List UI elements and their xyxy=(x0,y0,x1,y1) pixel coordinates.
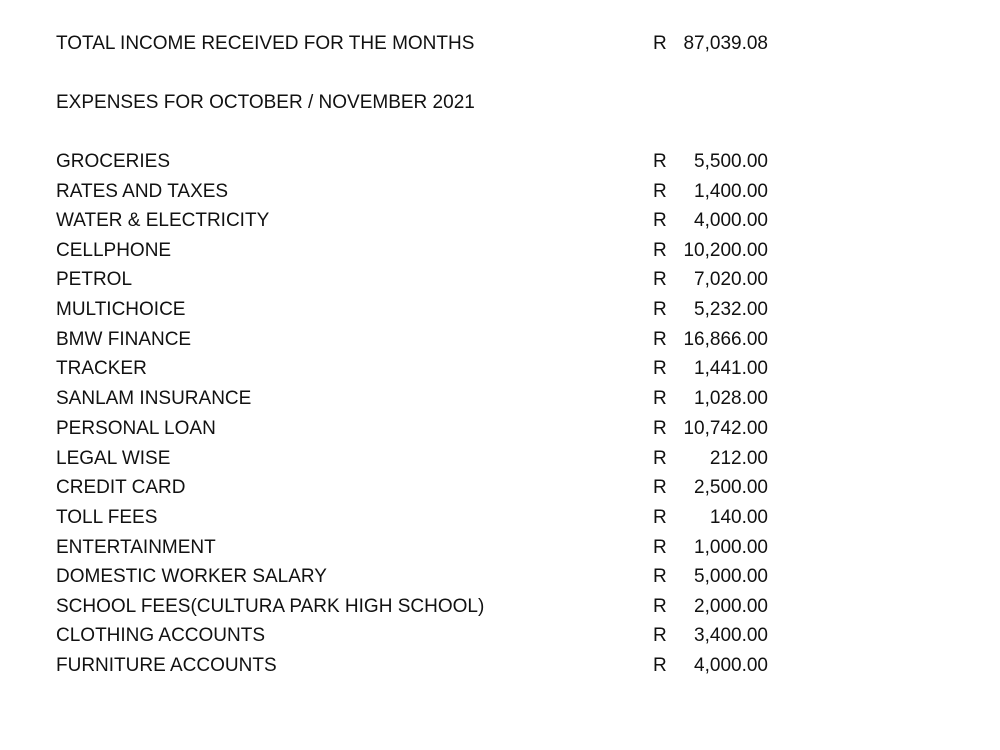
expense-currency: R xyxy=(653,625,667,646)
expense-currency: R xyxy=(653,388,667,409)
expense-amount: 5,500.00 xyxy=(694,151,768,172)
expense-amount: 4,000.00 xyxy=(694,210,768,231)
income-currency: R xyxy=(653,33,667,54)
expense-row xyxy=(56,239,768,263)
expense-label: TRACKER xyxy=(56,358,147,379)
expense-label: CELLPHONE xyxy=(56,240,172,261)
expense-row xyxy=(56,565,768,589)
expense-row xyxy=(56,298,768,322)
expense-label: CLOTHING ACCOUNTS xyxy=(56,625,266,646)
expense-currency: R xyxy=(653,299,667,320)
income-row xyxy=(56,32,768,56)
expense-row xyxy=(56,536,768,560)
expense-label: SCHOOL FEES(CULTURA PARK HIGH SCHOOL) xyxy=(56,596,485,617)
expense-amount: 3,400.00 xyxy=(694,625,768,646)
expenses-heading-row xyxy=(56,91,768,115)
expense-currency: R xyxy=(653,477,667,498)
expense-amount: 1,441.00 xyxy=(694,358,768,379)
expense-row xyxy=(56,268,768,292)
expense-currency: R xyxy=(653,596,667,617)
expense-label: DOMESTIC WORKER SALARY xyxy=(56,566,327,587)
expense-row xyxy=(56,150,768,174)
expense-label: TOLL FEES xyxy=(56,507,158,528)
expense-label: BMW FINANCE xyxy=(56,329,192,350)
expense-currency: R xyxy=(653,358,667,379)
expense-label: FURNITURE ACCOUNTS xyxy=(56,655,277,676)
expense-row xyxy=(56,506,768,530)
expense-amount: 1,400.00 xyxy=(694,181,768,202)
expense-currency: R xyxy=(653,448,667,469)
expense-row xyxy=(56,328,768,352)
expense-currency: R xyxy=(653,181,667,202)
expense-row xyxy=(56,447,768,471)
expense-amount: 16,866.00 xyxy=(683,329,768,350)
expense-currency: R xyxy=(653,240,667,261)
expense-label: ENTERTAINMENT xyxy=(56,537,216,558)
expense-label: PERSONAL LOAN xyxy=(56,418,216,439)
expense-currency: R xyxy=(653,329,667,350)
income-amount: 87,039.08 xyxy=(683,33,768,54)
expense-currency: R xyxy=(653,566,667,587)
expense-amount: 10,742.00 xyxy=(683,418,768,439)
expense-label: RATES AND TAXES xyxy=(56,181,229,202)
income-label: TOTAL INCOME RECEIVED FOR THE MONTHS xyxy=(56,33,475,54)
expense-row xyxy=(56,595,768,619)
expense-currency: R xyxy=(653,151,667,172)
expense-label: SANLAM INSURANCE xyxy=(56,388,252,409)
expense-currency: R xyxy=(653,655,667,676)
expense-row xyxy=(56,357,768,381)
expense-amount: 212.00 xyxy=(709,448,768,469)
expense-currency: R xyxy=(653,507,667,528)
expense-row xyxy=(56,654,768,678)
expense-amount: 1,028.00 xyxy=(694,388,768,409)
expense-amount: 5,000.00 xyxy=(694,566,768,587)
expense-currency: R xyxy=(653,210,667,231)
expense-row xyxy=(56,209,768,233)
expense-currency: R xyxy=(653,418,667,439)
expense-currency: R xyxy=(653,537,667,558)
expense-label: CREDIT CARD xyxy=(56,477,186,498)
expense-amount: 2,500.00 xyxy=(694,477,768,498)
expense-amount: 10,200.00 xyxy=(683,240,768,261)
expense-label: PETROL xyxy=(56,269,133,290)
expense-amount: 140.00 xyxy=(709,507,768,528)
expense-currency: R xyxy=(653,269,667,290)
expense-label: LEGAL WISE xyxy=(56,448,171,469)
expense-row xyxy=(56,387,768,411)
expense-amount: 2,000.00 xyxy=(694,596,768,617)
expense-amount: 5,232.00 xyxy=(694,299,768,320)
expense-label: MULTICHOICE xyxy=(56,299,186,320)
expense-amount: 4,000.00 xyxy=(694,655,768,676)
expense-amount: 1,000.00 xyxy=(694,537,768,558)
expense-row xyxy=(56,476,768,500)
expense-amount: 7,020.00 xyxy=(694,269,768,290)
expense-row xyxy=(56,180,768,204)
expense-row xyxy=(56,417,768,441)
expense-row xyxy=(56,624,768,648)
expense-label: GROCERIES xyxy=(56,151,171,172)
expense-label: WATER & ELECTRICITY xyxy=(56,210,270,231)
expenses-heading: EXPENSES FOR OCTOBER / NOVEMBER 2021 xyxy=(56,92,475,113)
